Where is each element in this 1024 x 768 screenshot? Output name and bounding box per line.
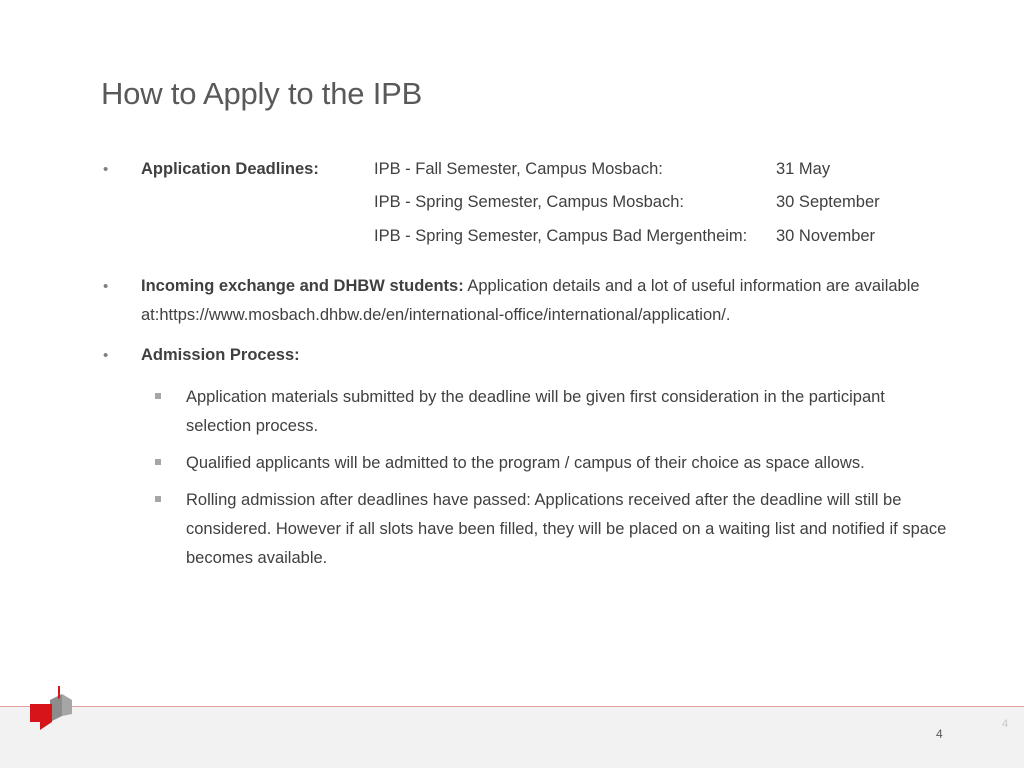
bullet-marker: • [103,347,109,364]
page-number: 4 [936,727,943,741]
footer-band [0,706,1024,768]
bullet-marker: • [103,161,109,178]
deadline-date: 30 November [776,227,876,245]
square-bullet-icon [155,496,161,502]
square-bullet-icon [155,459,161,465]
deadline-date: 31 May [776,160,831,178]
deadline-date: 30 September [776,193,880,211]
incoming-text: Application details and a lot of useful information are available at:https://www.mosbach.dhbw.de/en/international-office/international/application/. [141,277,920,324]
deadlines-label: Application Deadlines: [141,160,319,178]
bullet-marker: • [103,278,109,295]
admission-item: Qualified applicants will be admitted to the program / campus of their choice as space allows. [186,454,865,472]
square-bullet-icon [155,393,161,399]
admission-label: Admission Process: [141,346,300,364]
deadline-name: IPB - Spring Semester, Campus Bad Mergentheim: [374,227,748,245]
slide-title: How to Apply to the IPB [101,76,423,111]
admission-item: Application materials submitted by the deadline will be given first consideration in the participant selection process. [186,388,885,435]
dhbw-logo-icon [28,686,76,735]
admission-item: Rolling admission after deadlines have passed: Applications received after the deadline will still be considered. However if all slots have been filled, they will be placed on a waiting list and notified if space becomes available. [186,491,947,567]
incoming-label: Incoming exchange and DHBW students: [141,277,464,295]
deadline-name: IPB - Spring Semester, Campus Mosbach: [374,193,684,211]
page-number-ghost: 4 [1002,718,1009,730]
deadline-name: IPB - Fall Semester, Campus Mosbach: [374,160,663,178]
incoming-paragraph [141,272,941,330]
footer-divider [0,706,1024,707]
